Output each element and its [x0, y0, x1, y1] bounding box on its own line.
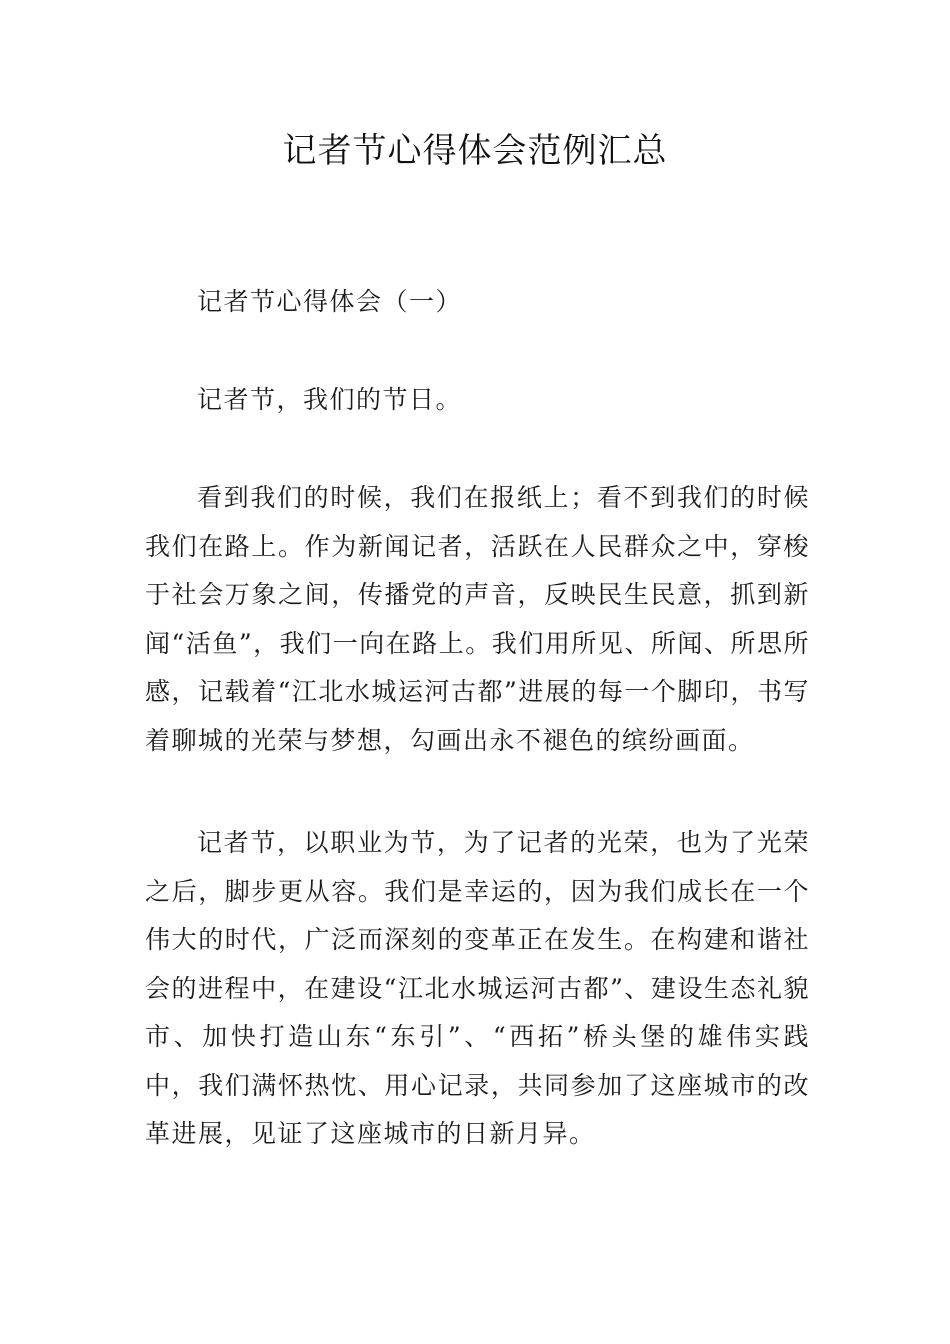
paragraph: 记者节，我们的节日。 [197, 385, 463, 414]
paragraph: 看到我们的时候，我们在报纸上；看不到我们的时候我们在路上。作为新闻记者，活跃在人民群众之中，穿梭于社会万象之间，传播党的声音，反映民生民意，抓到新闻“活鱼”，我们一向在路上。我们用所见、所闻、所思所感，记载着“江北水城运河古都”进展的每一个脚印，书写着聊城的光荣与梦想，勾画出永不褪色的缤纷画面。 [145, 483, 810, 755]
paragraph: 记者节，以职业为节，为了记者的光荣，也为了光荣之后，脚步更从容。我们是幸运的，因为我们成长在一个伟大的时代，广泛而深刻的变革正在发生。在构建和谐社会的进程中，在建设“江北水城运河古都”、建设生态礼貌市、加快打造山东“东引”、“西拓”桥头堡的雄伟实践中，我们满怀热忱、用心记录，共同参加了这座城市的改革进展，见证了这座城市的日新月异。 [145, 828, 810, 1148]
document-title: 记者节心得体会范例汇总 [282, 131, 668, 171]
section-heading: 记者节心得体会（一） [197, 287, 463, 316]
